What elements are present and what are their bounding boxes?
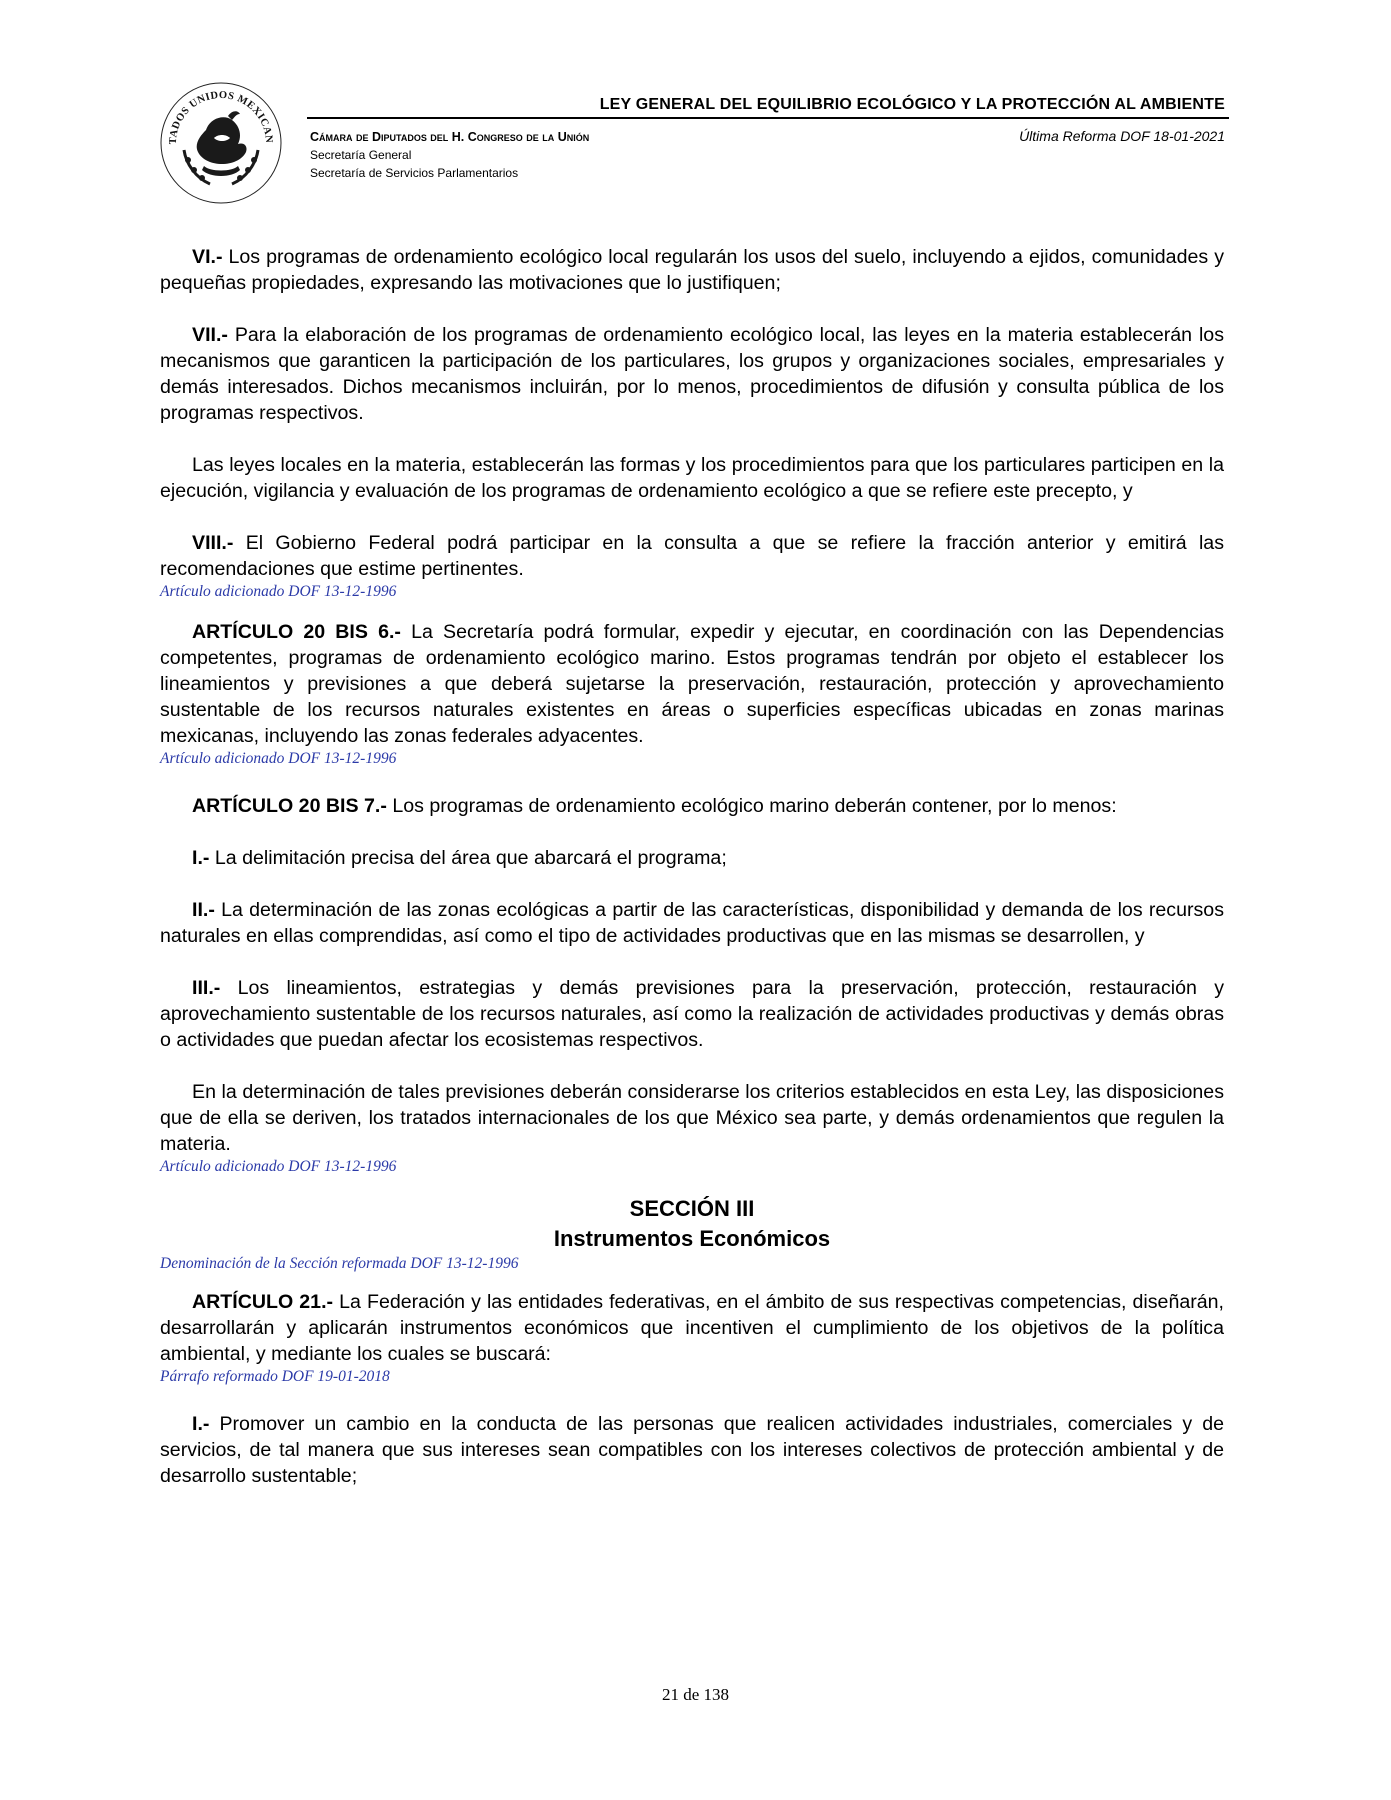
fraction-text: Para la elaboración de los programas de ordenamiento ecológico local, las leyes en la materia establecerán los mecanismos que garanticen la participación de los particulares, los grupos y organizaciones sociales, empresariales y demás interesados. Dichos mecanismos incluirán, por lo menos, procedimientos de difusión y consulta pública de los programas respectivos. [160, 324, 1224, 424]
fraction-viii [160, 530, 1224, 582]
reform-note: Artículo adicionado DOF 13-12-1996 [160, 750, 397, 767]
section-heading: SECCIÓN III [629, 1196, 755, 1221]
fraction-label: III.- [192, 977, 221, 999]
secretariat-name: Secretaría General [310, 148, 412, 162]
fraction-label: II.- [192, 899, 215, 921]
reform-note: Artículo adicionado DOF 13-12-1996 [160, 583, 397, 600]
paragraph-leyes-locales: Las leyes locales en la materia, establecerán las formas y los procedimientos para que los particulares participen en la ejecución, vigilancia y evaluación de los programas de ordenamiento ecológico a que se refiere este precepto, y [160, 454, 1224, 502]
last-reform-date: Última Reforma DOF 18-01-2021 [1019, 128, 1225, 144]
svg-text:ESTADOS UNIDOS MEXICANOS: TADOS UNIDOS MEXICAN [167, 89, 275, 145]
paragraph-determinacion: En la determinación de tales previsiones deberán considerarse los criterios establecidos en esta Ley, las disposiciones que de ella se deriven, los tratados internacionales de los que México sea parte, y demás ordenamientos que regulen la materia. [160, 1081, 1224, 1155]
fraction-label: VIII.- [192, 532, 234, 554]
header-rule [307, 117, 1229, 119]
fraction-label: VII.- [192, 324, 228, 346]
fraction-vi [160, 244, 1224, 296]
fraction-i [160, 845, 1224, 871]
law-title: LEY GENERAL DEL EQUILIBRIO ECOLÓGICO Y LA PROTECCIÓN AL AMBIENTE [599, 96, 1225, 113]
reform-note: Artículo adicionado DOF 13-12-1996 [160, 1158, 397, 1175]
fraction-label: I.- [192, 1413, 210, 1435]
fraction-text: La delimitación precisa del área que abarcará el programa; [209, 847, 727, 869]
section-reform-note: Denominación de la Sección reformada DOF 13-12-1996 [160, 1255, 519, 1272]
fraction-text: Los programas de ordenamiento ecológico local regularán los usos del suelo, incluyendo a ejidos, comunidades y pequeñas propiedades, expresando las motivaciones que lo justifiquen; [160, 246, 1224, 294]
fraction-label: VI.- [192, 246, 223, 268]
article-text: Los programas de ordenamiento ecológico marino deberán contener, por lo menos: [386, 795, 1117, 817]
fraction-text: Los lineamientos, estrategias y demás previsiones para la preservación, protección, restauración y aprovechamiento sustentable de los recursos naturales, así como la realización de actividades productivas y demás obras o actividades que puedan afectar los ecosistemas respectivos. [160, 977, 1224, 1051]
article-text: La Federación y las entidades federativas, en el ámbito de sus respectivas competencias, diseñarán, desarrollarán y aplicarán instrumentos económicos que incentiven el cumplimiento de los objetivos de la política ambiental, y mediante los cuales se buscará: [160, 1291, 1224, 1365]
article-text: La Secretaría podrá formular, expedir y ejecutar, en coordinación con las Dependencias competentes, programas de ordenamiento ecológico marino. Estos programas tendrán por objeto el establecer los lineamientos y previsiones a que deberá sujetarse la preservación, restauración, protección y aprovechamiento sustentable de los recursos naturales existentes en áreas o superficies específicas ubicadas en zonas marinas mexicanas, incluyendo las zonas federales adyacentes. [160, 621, 1224, 747]
fraction-ii [160, 897, 1224, 949]
fraction-text: Promover un cambio en la conducta de las personas que realicen actividades industriales, comerciales y de servicios, de tal manera que sus intereses sean compatibles con los intereses colectivos de protección ambiental y de desarrollo sustentable; [160, 1413, 1224, 1487]
national-seal [158, 80, 284, 206]
article-label: ARTÍCULO 21.- [192, 1291, 334, 1313]
fraction-vii [160, 322, 1224, 426]
article-label: ARTÍCULO 20 BIS 6.- [192, 621, 401, 643]
document-body [160, 244, 1224, 1489]
reform-note: Párrafo reformado DOF 19-01-2018 [160, 1368, 390, 1385]
article-20-bis-7 [160, 793, 1224, 819]
chamber-name: Cámara de Diputados del H. Congreso de la Unión [310, 130, 590, 144]
article-21-fraction-i [160, 1411, 1224, 1489]
article-label: ARTÍCULO 20 BIS 7.- [192, 795, 387, 817]
page-number: 21 de 138 [661, 1685, 730, 1704]
article-20-bis-6 [160, 619, 1224, 749]
section-subheading: Instrumentos Económicos [553, 1226, 831, 1251]
fraction-iii [160, 975, 1224, 1053]
fraction-text: El Gobierno Federal podrá participar en la consulta a que se refiere la fracción anterior y emitirá las recomendaciones que estime pertinentes. [160, 532, 1224, 580]
fraction-text: La determinación de las zonas ecológicas a partir de las características, disponibilidad y demanda de los recursos naturales en ellas comprendidas, así como el tipo de actividades productivas que en las mismas se desarrollen, y [160, 899, 1224, 947]
services-name: Secretaría de Servicios Parlamentarios [310, 166, 519, 180]
article-21 [160, 1289, 1224, 1367]
issuer-block [310, 128, 589, 182]
fraction-label: I.- [192, 847, 210, 869]
